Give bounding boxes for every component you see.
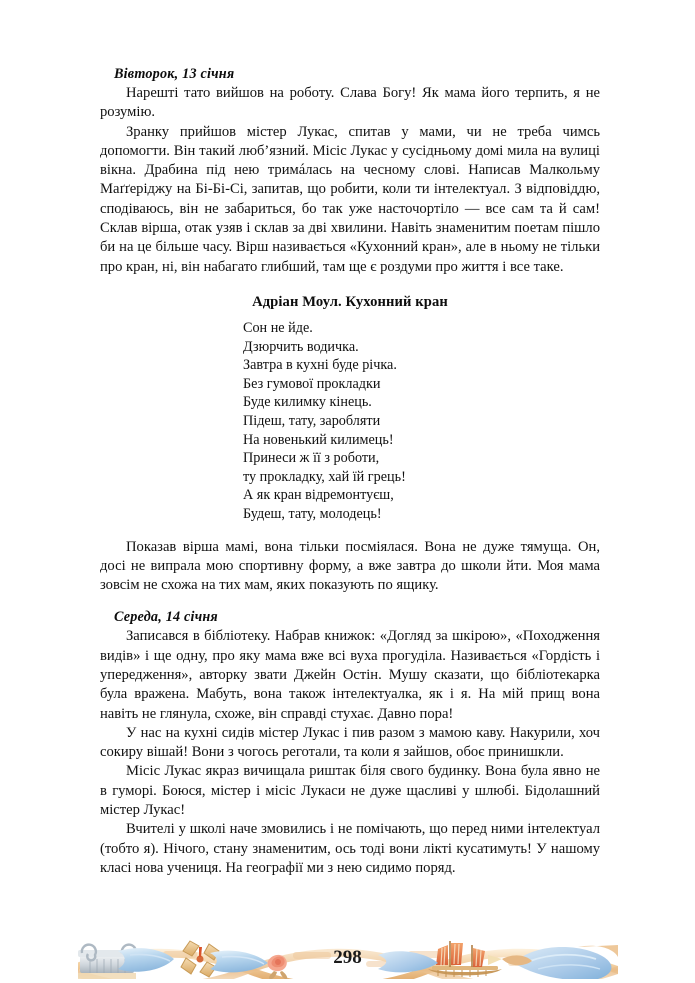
- poem-line: Підеш, тату, заробляти: [243, 412, 381, 429]
- poem-line: Без гумової прокладки: [243, 375, 381, 392]
- paragraph: Нарешті тато вийшов на роботу. Слава Богу! Як мама його терпить, я не розумію.: [100, 85, 600, 121]
- poem-line: Буде килимку кінець.: [243, 394, 372, 411]
- paragraph: У нас на кухні сидів містер Лукас і пив разом з мамою каву. Накурили, хоч сокиру вішай! Вони з чогось реготали, та коли я зайшов, обоє принишкли.: [100, 724, 600, 761]
- poem-body: [100, 319, 600, 524]
- footer-ornament: [78, 933, 618, 983]
- poem-line: А як кран відремонтуєш,: [243, 487, 394, 504]
- page-number: 298: [333, 947, 362, 968]
- page-text-column: [100, 66, 600, 878]
- spacer: [100, 277, 600, 294]
- paragraph: Вчителі у школі наче змовились і не помічають, що перед ними інтелектуал (тобто я). Нічого, стану знаменитим, ось тоді вони лікті кусатимуть! У нашому класі нова учениця. На географії ми з нею сидимо поряд.: [100, 821, 600, 876]
- windmill-motif: [181, 941, 219, 977]
- spacer: [100, 524, 600, 538]
- poem-line: Завтра в кухні буде річка.: [243, 357, 397, 374]
- paragraph: Записався в бібліотеку. Набрав книжок: «Догляд за шкірою», «Походження видів» і ще одну, про яку мама вже всі вуха прогуділа. Називається «Гордість і упередження», авторку звати Джейн Остін. Мушу сказати, що бібліотекарка була вражена. Мабуть, вона також інтелектуалка, як і я. На мій прищ вона навіть не глянула, схоже, він справді стухає. Давно пора!: [100, 628, 600, 722]
- poem-line: Дзюрчить водичка.: [243, 338, 359, 355]
- poem-line: На новенький килимець!: [243, 431, 394, 448]
- day-heading-tuesday: Вівторок, 13 січня: [114, 66, 235, 82]
- paragraph: Зранку прийшов містер Лукас, спитав у мами, чи не треба чимсь допомогти. Він такий люб’язний. Місіс Лукас у сусідньому домі мила на вулиці вікна. Драбина під нею тримáлась на чесному слові. Написав Малкольму Маґґеріджу на Бі-Бі-Сі, запитав, що робити, коли ти інтелектуал. З відповіддю, сподіваюсь, він не забариться, бо так уже насточортіло — все сам та й сам! Склав вірша, отак узяв і склав за дві хвилини. Навіть знаменитим поетам пішло би на це більше часу. Вірш називається «Кухонний кран», але в ньому не тільки про кран, ні, він набагато глибший, там ще є роздуми про життя і все таке.: [100, 123, 600, 275]
- poem-line: Сон не йде.: [243, 319, 313, 336]
- paragraph: Показав вірша мамі, вона тільки посміялася. Вона не дуже тямуща. Он, досі не випрала мою спортивну форму, а вже завтра до школи йти. Моя мама зовсім не схожа на тих мам, яких показують по ящику.: [100, 538, 600, 594]
- spacer: [100, 595, 600, 609]
- poem-line: Будеш, тату, молодець!: [243, 505, 382, 522]
- poem-title: Адріан Моул. Кухонний кран: [252, 293, 448, 310]
- paragraph: Місіс Лукас якраз вичищала риштак біля свого будинку. Вона була явно не в гуморі. Боюся, містер і місіс Лукаси не дуже щасливі у шлюбі. Бідолашний містер Лукас!: [100, 763, 600, 819]
- poem-line: Принеси ж її з роботи,: [243, 450, 380, 467]
- day-heading-wednesday: Середа, 14 січня: [114, 609, 218, 626]
- poem-line: ту прокладку, хай їй грець!: [243, 468, 406, 485]
